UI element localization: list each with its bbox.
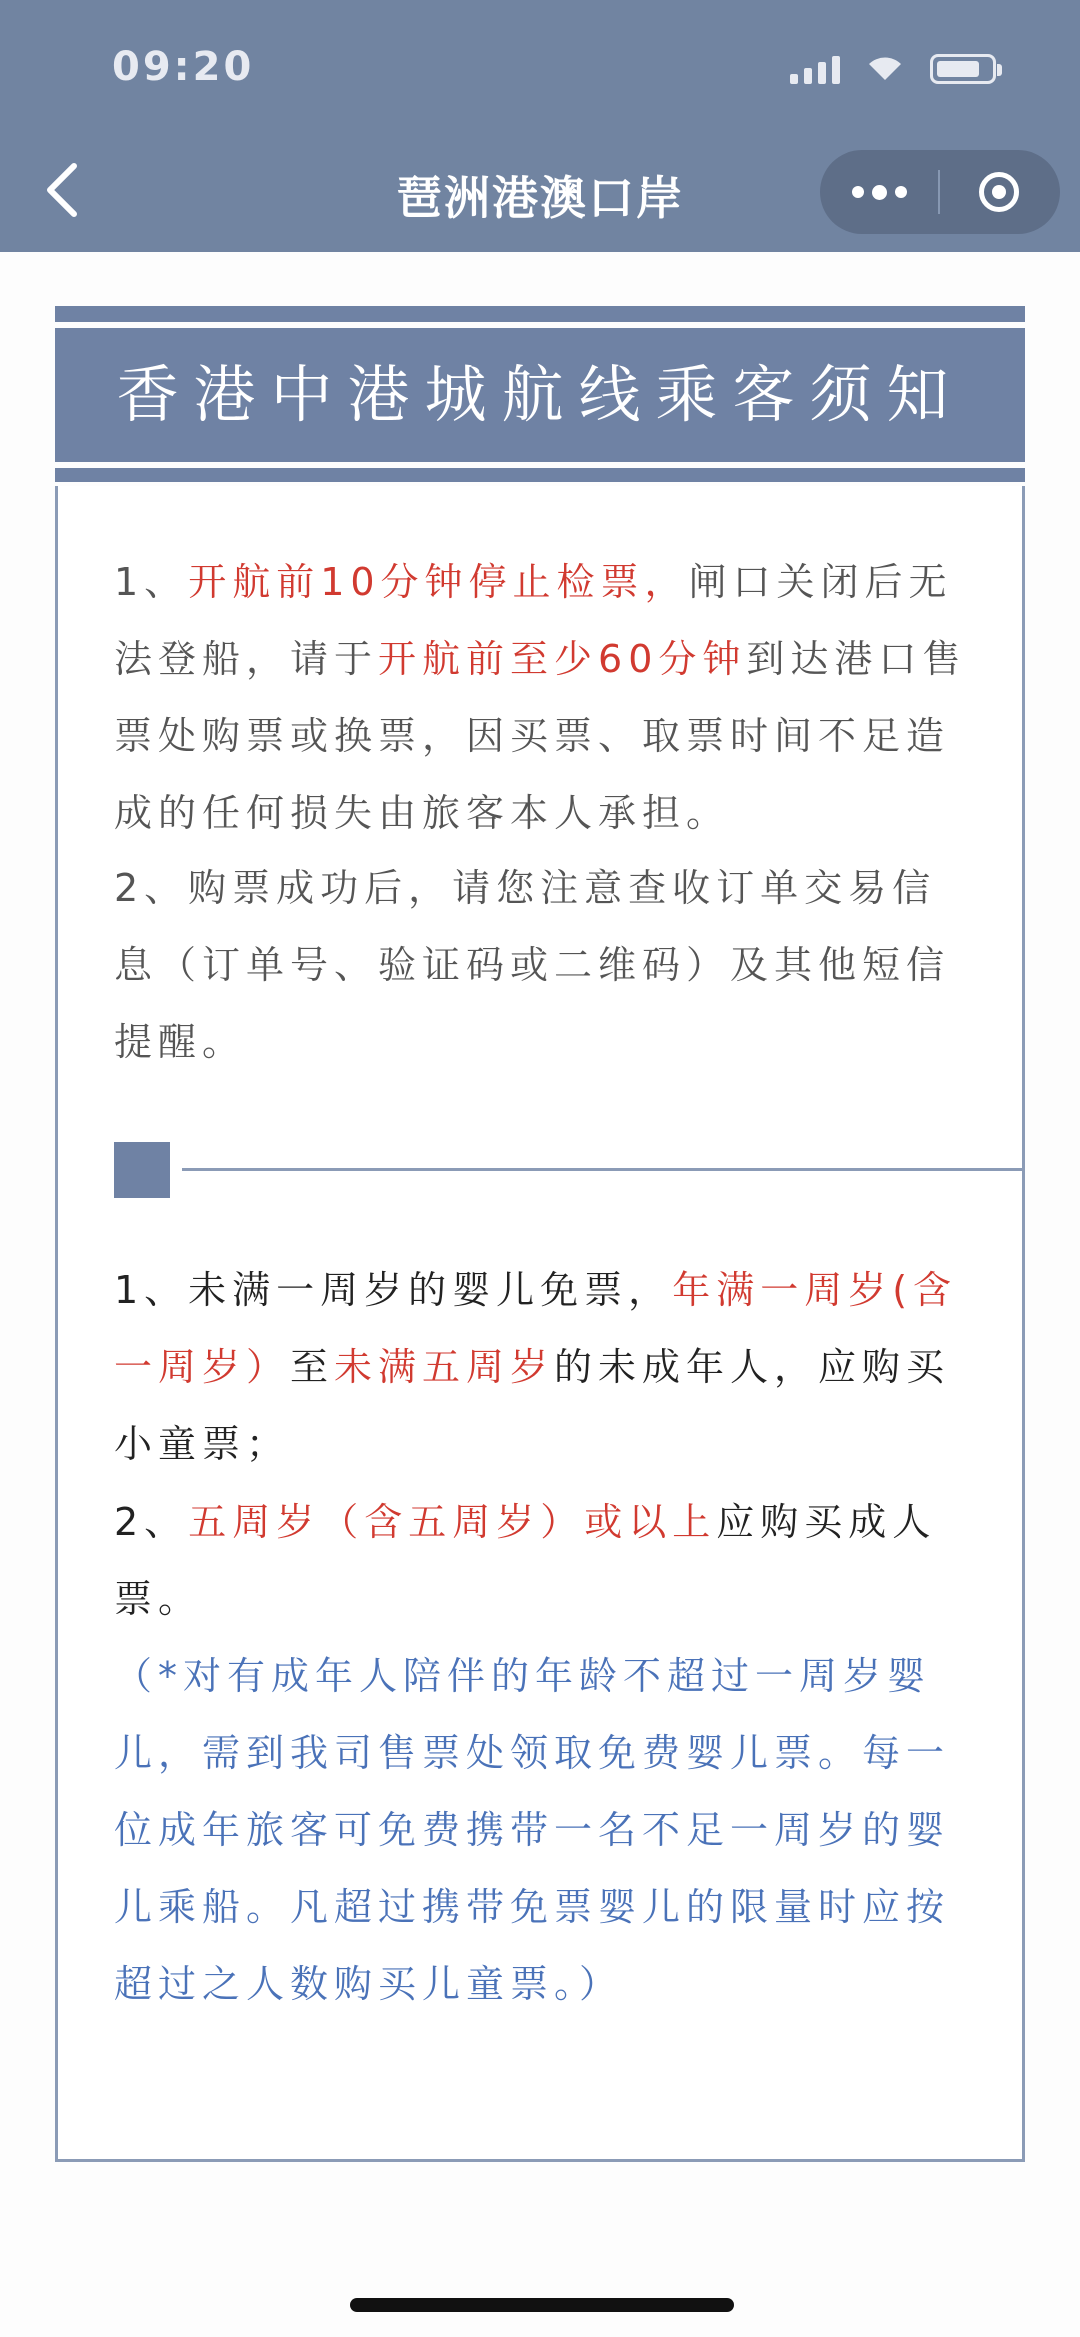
signal-icon	[790, 54, 840, 84]
section-divider-line	[182, 1168, 1022, 1171]
dot-icon	[852, 186, 864, 198]
status-icons	[790, 54, 996, 84]
more-options-button[interactable]	[820, 150, 938, 234]
body-text: 1、未满一周岁的婴儿免票，	[114, 1268, 673, 1312]
close-mini-program-button[interactable]	[940, 150, 1058, 234]
section2-item2	[114, 1484, 974, 1638]
body-text: 应购买成人票。	[114, 1500, 937, 1621]
page-title: 琶洲港澳口岸	[396, 171, 684, 225]
item-number: 1、	[114, 560, 189, 604]
body-text: 闸口关闭后无法登船，请于	[114, 560, 953, 681]
section1-item2: 2、购票成功后，请您注意查收订单交易信息（订单号、验证码或二维码）及其他短信提醒。	[114, 866, 951, 1064]
section1-item1	[114, 544, 974, 852]
header-rule-bottom	[55, 468, 1025, 482]
highlight-text: 五周岁（含五周岁）或以上	[188, 1500, 717, 1544]
body-text: 的未成年人，应购买小童票；	[114, 1345, 951, 1466]
wifi-icon	[866, 57, 904, 81]
body-text: 到达港口售票处购票或换票，因买票、取票时间不足造成的任何损失由旅客本人承担。	[114, 637, 967, 835]
mini-program-capsule	[820, 150, 1060, 234]
highlight-text: 未满五周岁	[334, 1345, 555, 1389]
highlight-text: 年满一周岁(含一周岁）	[114, 1268, 958, 1389]
top-bar	[0, 0, 1080, 252]
highlight-text: 开航前至少60分钟	[378, 637, 747, 681]
dot-icon	[872, 185, 887, 200]
section-marker-square	[114, 1142, 170, 1198]
battery-icon	[930, 54, 996, 84]
dot-icon	[895, 186, 907, 198]
section2-item1	[114, 1252, 974, 1483]
status-time: 09:20	[112, 44, 255, 90]
target-icon	[979, 172, 1019, 212]
item-number: 2、	[114, 1500, 189, 1544]
notice-title: 香港中港城航线乘客须知	[116, 358, 964, 431]
body-text: 至	[290, 1345, 335, 1389]
highlight-text: 开航前10分钟停止检票，	[188, 560, 689, 604]
home-indicator[interactable]	[350, 2298, 734, 2312]
header-rule-top	[55, 306, 1025, 322]
infant-ticket-note: （*对有成年人陪伴的年龄不超过一周岁婴儿，需到我司售票处领取免费婴儿票。每一位成年旅客可免费携带一名不足一周岁的婴儿乘船。凡超过携带免票婴儿的限量时应按超过之人数购买儿童票。）	[114, 1654, 951, 2006]
